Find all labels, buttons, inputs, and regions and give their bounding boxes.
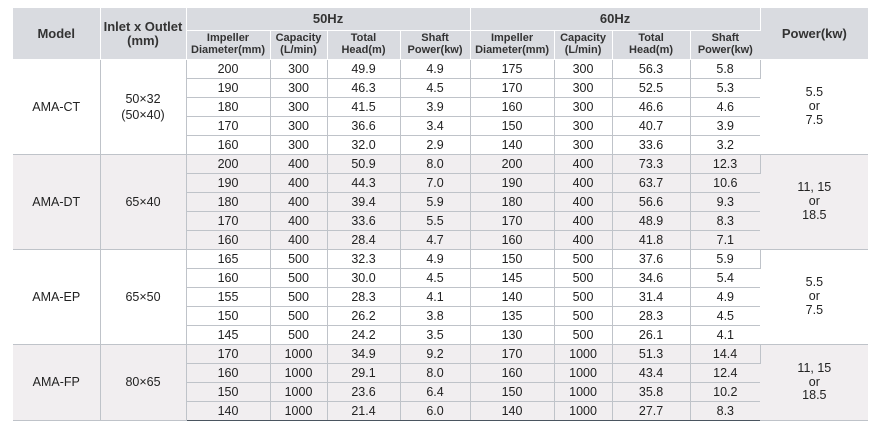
- inlet-outlet-cell: 65×40: [100, 155, 186, 250]
- data-cell: 4.9: [400, 250, 470, 269]
- data-cell: 150: [470, 250, 554, 269]
- data-cell: 5.9: [690, 250, 760, 269]
- data-cell: 180: [470, 193, 554, 212]
- data-cell: 28.3: [612, 307, 690, 326]
- data-cell: 500: [270, 326, 327, 345]
- data-cell: 46.3: [327, 79, 400, 98]
- model-cell: AMA-CT: [13, 60, 100, 155]
- data-cell: 2.9: [400, 136, 470, 155]
- data-cell: 51.3: [612, 345, 690, 364]
- data-cell: 34.9: [327, 345, 400, 364]
- model-group: [13, 60, 868, 155]
- data-cell: 200: [186, 60, 270, 79]
- header-model: Model: [13, 8, 100, 60]
- table-row: [13, 250, 868, 269]
- data-cell: 200: [470, 155, 554, 174]
- data-cell: 150: [470, 383, 554, 402]
- data-cell: 50.9: [327, 155, 400, 174]
- data-cell: 5.8: [690, 60, 760, 79]
- model-group: [13, 250, 868, 345]
- data-cell: 5.9: [400, 193, 470, 212]
- data-cell: 3.4: [400, 117, 470, 136]
- data-cell: 300: [554, 117, 612, 136]
- data-cell: 28.3: [327, 288, 400, 307]
- data-cell: 130: [470, 326, 554, 345]
- data-cell: 1000: [270, 383, 327, 402]
- inlet-outlet-cell: 50×32 (50×40): [100, 60, 186, 155]
- data-cell: 6.4: [400, 383, 470, 402]
- data-cell: 140: [470, 136, 554, 155]
- data-cell: 500: [554, 250, 612, 269]
- data-cell: 14.4: [690, 345, 760, 364]
- data-cell: 150: [186, 307, 270, 326]
- power-line: 11, 15: [797, 360, 832, 375]
- data-cell: 6.0: [400, 402, 470, 421]
- data-cell: 1000: [554, 364, 612, 383]
- power-line: 5.5: [805, 275, 824, 290]
- data-cell: 400: [554, 193, 612, 212]
- data-cell: 44.3: [327, 174, 400, 193]
- data-cell: 3.9: [400, 98, 470, 117]
- power-line: or: [808, 99, 820, 114]
- data-cell: 10.6: [690, 174, 760, 193]
- model-cell: AMA-DT: [13, 155, 100, 250]
- data-cell: 3.5: [400, 326, 470, 345]
- data-cell: 33.6: [612, 136, 690, 155]
- data-cell: 1000: [270, 364, 327, 383]
- data-cell: 160: [470, 231, 554, 250]
- data-cell: 10.2: [690, 383, 760, 402]
- data-cell: 170: [470, 345, 554, 364]
- data-cell: 300: [554, 60, 612, 79]
- header-50hz: 50Hz: [186, 8, 470, 31]
- data-cell: 160: [470, 364, 554, 383]
- data-cell: 160: [186, 364, 270, 383]
- table-row: [13, 60, 868, 79]
- data-cell: 34.6: [612, 269, 690, 288]
- data-cell: 300: [270, 60, 327, 79]
- data-cell: 500: [554, 326, 612, 345]
- table-header: [13, 8, 868, 60]
- data-cell: 36.6: [327, 117, 400, 136]
- data-cell: 1000: [554, 383, 612, 402]
- data-cell: 30.0: [327, 269, 400, 288]
- data-cell: 24.2: [327, 326, 400, 345]
- data-cell: 300: [270, 136, 327, 155]
- data-cell: 48.9: [612, 212, 690, 231]
- data-cell: 9.2: [400, 345, 470, 364]
- data-cell: 56.6: [612, 193, 690, 212]
- data-cell: 41.5: [327, 98, 400, 117]
- power-line: or: [808, 289, 820, 304]
- header-50hz-impeller: Impeller Diameter(mm): [186, 31, 270, 60]
- data-cell: 170: [470, 79, 554, 98]
- power-cell: [760, 60, 868, 155]
- data-cell: 37.6: [612, 250, 690, 269]
- power-line: 18.5: [802, 388, 827, 403]
- data-cell: 4.5: [400, 269, 470, 288]
- data-cell: 500: [270, 250, 327, 269]
- data-cell: 145: [470, 269, 554, 288]
- data-cell: 145: [186, 326, 270, 345]
- data-cell: 12.3: [690, 155, 760, 174]
- inlet-outlet-cell: 80×65: [100, 345, 186, 421]
- data-cell: 5.4: [690, 269, 760, 288]
- data-cell: 150: [470, 117, 554, 136]
- data-cell: 4.5: [400, 79, 470, 98]
- data-cell: 175: [470, 60, 554, 79]
- data-cell: 4.1: [400, 288, 470, 307]
- header-60hz-head: Total Head(m): [612, 31, 690, 60]
- data-cell: 8.3: [690, 212, 760, 231]
- data-cell: 500: [270, 288, 327, 307]
- header-50hz-capacity: Capacity (L/min): [270, 31, 327, 60]
- data-cell: 26.2: [327, 307, 400, 326]
- data-cell: 49.9: [327, 60, 400, 79]
- data-cell: 300: [554, 79, 612, 98]
- data-cell: 190: [186, 174, 270, 193]
- header-50hz-shaft-power: Shaft Power(kw): [400, 31, 470, 60]
- data-cell: 170: [186, 117, 270, 136]
- data-cell: 73.3: [612, 155, 690, 174]
- header-60hz-impeller: Impeller Diameter(mm): [470, 31, 554, 60]
- data-cell: 41.8: [612, 231, 690, 250]
- pump-spec-table: [13, 8, 868, 421]
- data-cell: 46.6: [612, 98, 690, 117]
- data-cell: 35.8: [612, 383, 690, 402]
- data-cell: 160: [186, 269, 270, 288]
- data-cell: 170: [470, 212, 554, 231]
- power-cell: [760, 345, 868, 421]
- data-cell: 180: [186, 193, 270, 212]
- data-cell: 140: [470, 402, 554, 421]
- data-cell: 28.4: [327, 231, 400, 250]
- data-cell: 39.4: [327, 193, 400, 212]
- table-row: [13, 345, 868, 364]
- data-cell: 400: [270, 155, 327, 174]
- data-cell: 9.3: [690, 193, 760, 212]
- data-cell: 56.3: [612, 60, 690, 79]
- header-power: Power(kw): [760, 8, 868, 60]
- power-line: or: [808, 194, 820, 209]
- header-50hz-head: Total Head(m): [327, 31, 400, 60]
- data-cell: 500: [270, 269, 327, 288]
- data-cell: 400: [554, 155, 612, 174]
- data-cell: 400: [554, 212, 612, 231]
- data-cell: 3.9: [690, 117, 760, 136]
- power-cell: [760, 250, 868, 345]
- data-cell: 33.6: [327, 212, 400, 231]
- data-cell: 4.9: [690, 288, 760, 307]
- power-line: 5.5: [805, 85, 824, 100]
- table-row: [13, 155, 868, 174]
- data-cell: 63.7: [612, 174, 690, 193]
- model-cell: AMA-FP: [13, 345, 100, 421]
- power-line: 7.5: [805, 302, 824, 317]
- data-cell: 27.7: [612, 402, 690, 421]
- data-cell: 140: [470, 288, 554, 307]
- data-cell: 140: [186, 402, 270, 421]
- data-cell: 150: [186, 383, 270, 402]
- data-cell: 160: [186, 231, 270, 250]
- data-cell: 180: [186, 98, 270, 117]
- data-cell: 400: [270, 231, 327, 250]
- data-cell: 8.3: [690, 402, 760, 421]
- model-group: [13, 155, 868, 250]
- data-cell: 400: [270, 212, 327, 231]
- data-cell: 4.5: [690, 307, 760, 326]
- data-cell: 190: [186, 79, 270, 98]
- data-cell: 170: [186, 212, 270, 231]
- data-cell: 4.1: [690, 326, 760, 345]
- power-line: 18.5: [802, 207, 827, 222]
- data-cell: 3.8: [400, 307, 470, 326]
- data-cell: 32.3: [327, 250, 400, 269]
- data-cell: 12.4: [690, 364, 760, 383]
- data-cell: 500: [554, 307, 612, 326]
- data-cell: 300: [270, 98, 327, 117]
- data-cell: 23.6: [327, 383, 400, 402]
- model-group: [13, 345, 868, 421]
- data-cell: 4.9: [400, 60, 470, 79]
- data-cell: 1000: [554, 345, 612, 364]
- data-cell: 300: [270, 117, 327, 136]
- data-cell: 190: [470, 174, 554, 193]
- data-cell: 500: [270, 307, 327, 326]
- data-cell: 40.7: [612, 117, 690, 136]
- data-cell: 8.0: [400, 364, 470, 383]
- data-cell: 155: [186, 288, 270, 307]
- power-line: 11, 15: [797, 180, 832, 195]
- data-cell: 5.3: [690, 79, 760, 98]
- data-cell: 3.2: [690, 136, 760, 155]
- data-cell: 300: [554, 136, 612, 155]
- data-cell: 1000: [270, 345, 327, 364]
- data-cell: 135: [470, 307, 554, 326]
- data-cell: 400: [554, 174, 612, 193]
- data-cell: 32.0: [327, 136, 400, 155]
- data-cell: 7.1: [690, 231, 760, 250]
- model-cell: AMA-EP: [13, 250, 100, 345]
- inlet-outlet-cell: 65×50: [100, 250, 186, 345]
- data-cell: 1000: [554, 402, 612, 421]
- data-cell: 4.7: [400, 231, 470, 250]
- data-cell: 500: [554, 288, 612, 307]
- data-cell: 21.4: [327, 402, 400, 421]
- data-cell: 43.4: [612, 364, 690, 383]
- data-cell: 4.6: [690, 98, 760, 117]
- power-cell: [760, 155, 868, 250]
- header-inlet-outlet-text: Inlet x Outlet (mm): [103, 18, 183, 48]
- data-cell: 1000: [270, 402, 327, 421]
- data-cell: 500: [554, 269, 612, 288]
- data-cell: 400: [270, 193, 327, 212]
- header-60hz: 60Hz: [470, 8, 760, 31]
- data-cell: 170: [186, 345, 270, 364]
- data-cell: 165: [186, 250, 270, 269]
- power-line: or: [808, 374, 820, 389]
- data-cell: 52.5: [612, 79, 690, 98]
- data-cell: 29.1: [327, 364, 400, 383]
- data-cell: 400: [270, 174, 327, 193]
- data-cell: 300: [270, 79, 327, 98]
- data-cell: 160: [470, 98, 554, 117]
- data-cell: 31.4: [612, 288, 690, 307]
- data-cell: 400: [554, 231, 612, 250]
- data-cell: 5.5: [400, 212, 470, 231]
- header-inlet-outlet: [100, 8, 186, 60]
- data-cell: 8.0: [400, 155, 470, 174]
- power-line: 7.5: [805, 112, 824, 127]
- header-60hz-shaft-power: Shaft Power(kw): [690, 31, 760, 60]
- data-cell: 7.0: [400, 174, 470, 193]
- data-cell: 26.1: [612, 326, 690, 345]
- data-cell: 160: [186, 136, 270, 155]
- data-cell: 200: [186, 155, 270, 174]
- header-60hz-capacity: Capacity (L/min): [554, 31, 612, 60]
- data-cell: 300: [554, 98, 612, 117]
